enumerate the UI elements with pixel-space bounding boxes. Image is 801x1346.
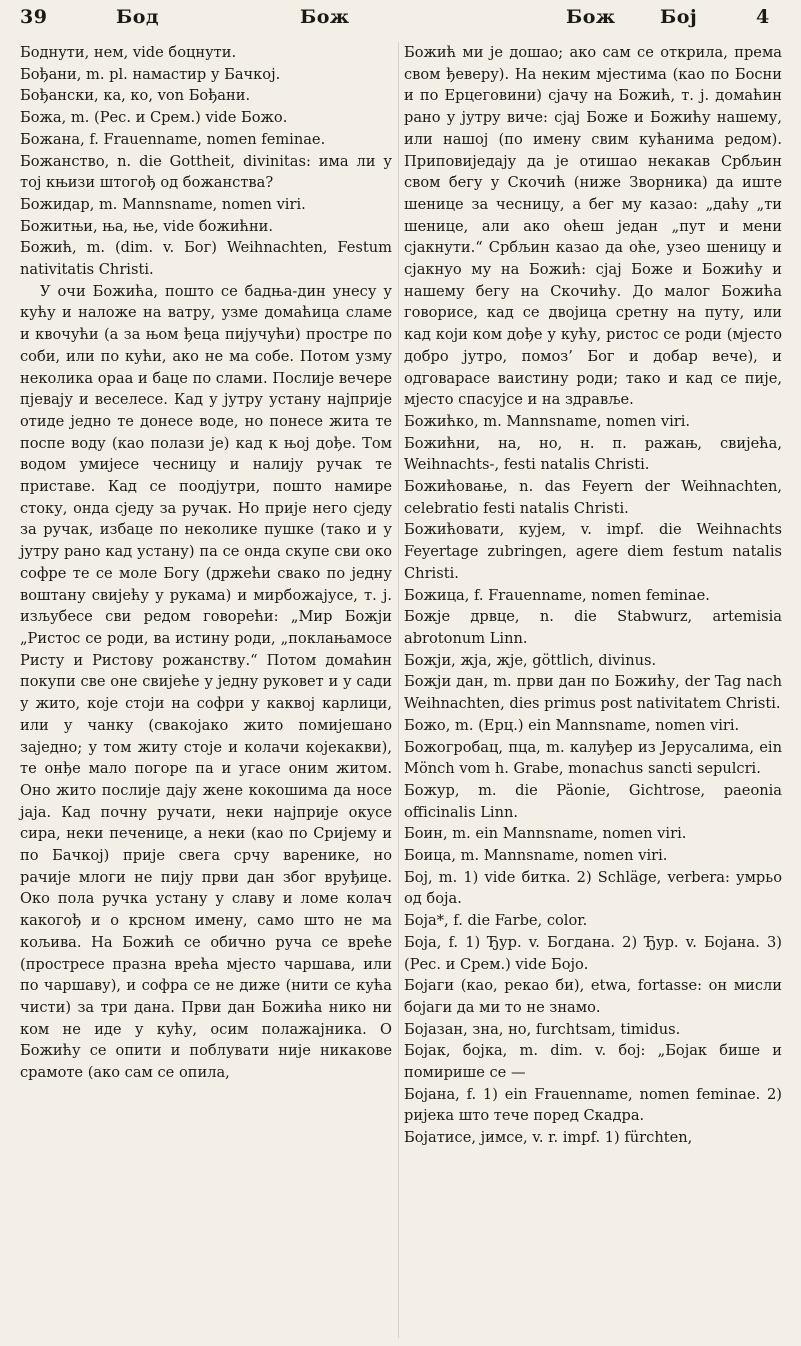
- dictionary-entry: Божур, m. die Päonie, Gichtrose, paeonia officinalis Linn.: [404, 781, 782, 821]
- guide-word-right-2: Бој: [660, 6, 698, 28]
- dictionary-entry: Божићовати, кујем, v. impf. die Weihnachts Feyertage zubringen, agere diem festum natalis Christi.: [404, 521, 782, 582]
- dictionary-entry: Божа, m. (Рес. и Срем.) vide Божо.: [20, 109, 288, 127]
- dictionary-entry: Божанство, n. die Gottheit, divinitas: има ли у тој књизи штогођ од божанства?: [20, 152, 392, 192]
- guide-word-left-1: Бод: [116, 6, 160, 28]
- dictionary-entry: Божица, f. Frauenname, nomen feminae.: [404, 586, 710, 604]
- dictionary-entry: Боја*, f. die Farbe, color.: [404, 912, 588, 930]
- dictionary-entry: Божић, m. (dim. v. Бог) Weihnachten, Festum nativitatis Christi.: [20, 239, 392, 279]
- dictionary-entry: Божитњи, ња, ње, vide божићни.: [20, 217, 274, 235]
- entry-paragraph: У очи Божића, пошто се бадња-дин унесу у кућу и наложе на ватру, узме домаћица сламе и квочући (а за њом ђеца пијучући) простре по соби, или по кући, ако не ма собе. Потом узму неколика ораа и баце по слами. Послије вечере пјевају и веселесе. Кад у јутру устану најприје отиде једно те донесе воде, но понесе жита те поспе воду (као полази је) кад к њој дође. Том водом умијесе чесницу и налију ручак те приставе. Кад се поодјутри, пошто намире стоку, онда сједу за ручак. Но прије него сједу за ручак, избаце по неколике пушке (тако и у јутру рано кад устану) па се онда скупе сви око софре те се моле Богу (држећи свако по једну воштану свијећу у рукама) и мирбожајусе, т. ј. изљубесе сви редом говорећи: „Мир Божји „Ристос се роди, ва истину роди, „поклањамосе Ристу и Ристову рожанству.“ Потом домаћин покупи све оне свијеће у једну руковет и у сади у жито, које стоји на софри у каквој карлици, или у чанку (свакојако жито помијешано заједно; у том житу стоје и колачи којекакви), те онђе мало погоре па и угасе оним житом. Оно жито послије дају жене кокошима да носе јаја. Кад почну ручати, неки најприје окусе сира, неки печенице, а неки (као по Сријему и по Бачкој) прије свега срчу варенике, но рачије млоги не пију први дан због вруђице. Око пола ручка устану у славу и ломе колач какогођ и о крсном имену, само што не ма кољива. На Божић се обично руча се вреће (простресе празна врећа мјесто чаршава, или по чаршаву), и софра се не диже (нити се кућа чисти) за три дана. Први дан Божића нико ни ком не иде у кућу, осим полажајника. О Божићу се опити и поблувати није никакове срамоте (ако сам се опила,: [20, 282, 392, 1082]
- dictionary-entry: Божићко, m. Mannsname, nomen viri.: [404, 412, 691, 430]
- dictionary-entry: Божо, m. (Ерц.) ein Mannsname, nomen viri.: [404, 716, 740, 734]
- guide-word-right-1: Бож: [566, 6, 616, 28]
- dictionary-entry: Боин, m. ein Mannsname, nomen viri.: [404, 825, 687, 843]
- dictionary-entry: Бој, m. 1) vide битка. 2) Schläge, verbera: умрьо од боја.: [404, 868, 782, 908]
- dictionary-entry: Божана, f. Frauenname, nomen feminae.: [20, 130, 326, 148]
- dictionary-entry: Божогробац, пца, m. калуђер из Јерусалима, ein Mönch vom h. Grabe, monachus sancti sepulcri.: [404, 738, 782, 778]
- dictionary-entry: Бојазан, зна, но, furchtsam, timidus.: [404, 1020, 681, 1038]
- dictionary-entry: Боица, m. Mannsname, nomen viri.: [404, 847, 668, 865]
- dictionary-entry: Бођани, m. pl. намастир у Бачкој.: [20, 65, 281, 83]
- right-column: [404, 42, 782, 1149]
- page-header: [0, 0, 801, 40]
- dictionary-entry: Божићовање, n. das Feyern der Weihnachten, celebratio festi natalis Christi.: [404, 478, 782, 517]
- column-divider: [398, 42, 399, 1338]
- left-column: [20, 42, 392, 1084]
- page-number: 39: [20, 6, 48, 28]
- dictionary-entry: Боја, f. 1) Ђур. v. Богдана. 2) Ђур. v. Бојана. 3) (Рес. и Срем.) vide Бојо.: [404, 933, 782, 973]
- dictionary-entry: Бојак, бојка, m. dim. v. бој: „Бојак бише и помирише се —: [404, 1042, 782, 1082]
- column-number: 4: [756, 6, 770, 28]
- guide-word-left-2: Бож: [300, 6, 350, 28]
- dictionary-entry: Боднути, нем, vide боцнути.: [20, 44, 237, 61]
- dictionary-entry: Бојана, f. 1) ein Frauenname, nomen feminae. 2) ријека што тече поред Скадра.: [404, 1085, 782, 1125]
- dictionary-entry: Бојаги (као, рекао би), etwa, fortasse: он мисли бојаги да ми то не знамо.: [404, 977, 782, 1016]
- dictionary-entry: Божје дрвце, n. die Stabwurz, artemisia abrotonum Linn.: [404, 608, 782, 647]
- dictionary-entry: Божидар, m. Mannsname, nomen viri.: [20, 195, 306, 213]
- dictionary-entry: Бођански, ка, ко, von Бођани.: [20, 87, 251, 105]
- dictionary-entry: Бојатисе, јимсе, v. r. impf. 1) fürchten,: [404, 1129, 693, 1147]
- entry-continuation: Божић ми је дошао; ако сам се открила, према свом ђеверу). На неким мјестима (као по Босни и по Ерцеговини) сјачу на Божић, т. ј. домаћин рано у јутру виче: сјај Боже и Божићу нашему, или нашој (по имену свим кућанима редом). Приповиједају да је отишао некакав Србљин свом бегу у Скочић (ниже Зворника) да иште шеницe за чесницу, а бег му казао: „даћу „ти шенице, али ако оћеш један „пут и мени сјакнути.“ Србљин казао да оће, узео шеницу и сјакнуо му на Божић: сјај Боже и Божићу и нашему бегу на Скочићу. До малог Божића говорисе, кад се двојица сретну на путу, или кад који ком дође у кућу, ристос се роди (мјесто добро јутро, помоз’ Бог и добар вече), и одговарасе ваистину роди; тако и кад се пије, мјесто спасујсе и на здравље.: [404, 44, 782, 409]
- dictionary-entry: Божји, жја, жје, göttlich, divinus.: [404, 651, 657, 669]
- dictionary-entry: Божји дан, m. први дан по Божићу, der Tag nach Weihnachten, dies primus post nativitatem Christi.: [404, 673, 782, 713]
- dictionary-entry: Божићни, на, но, н. п. ражањ, свијећа, Weihnachts-, festi natalis Christi.: [404, 434, 782, 474]
